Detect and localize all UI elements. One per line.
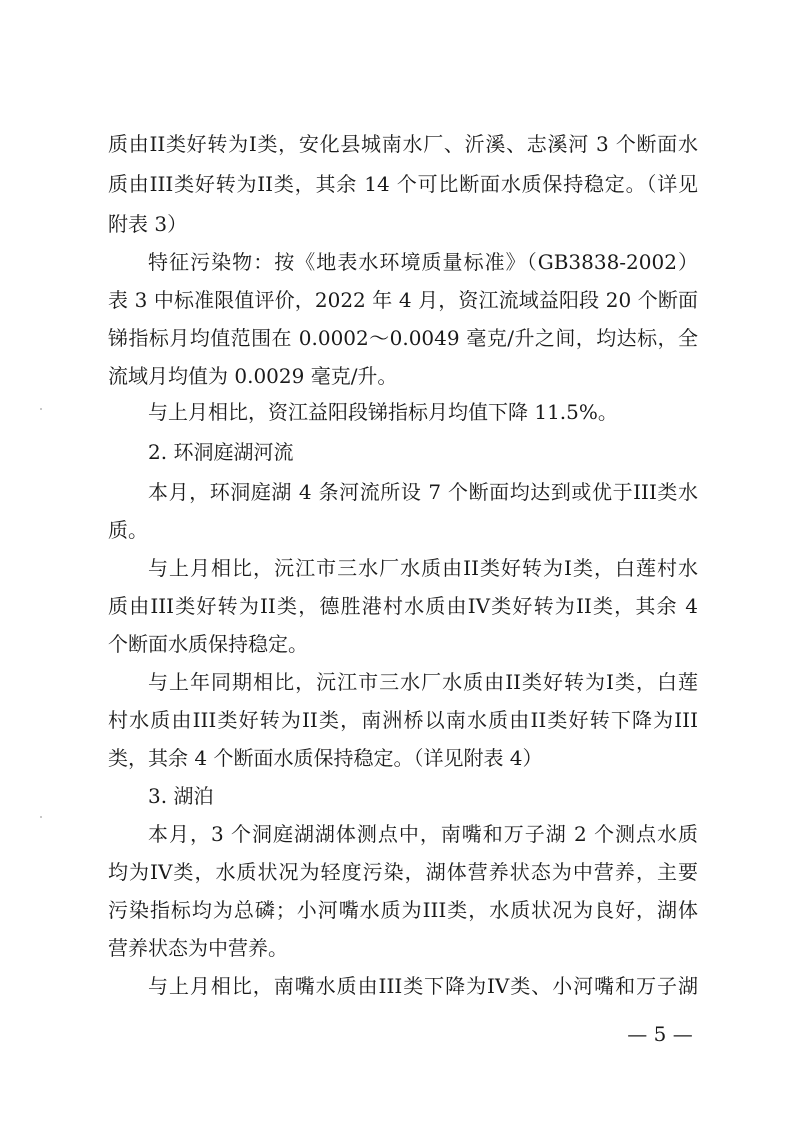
text-line: 类，其余 4 个断面水质保持稳定。（详见附表 4）	[108, 746, 543, 770]
text-line: 本月，环洞庭湖 4 条河流所设 7 个断面均达到或优于III类水	[148, 480, 698, 504]
text-line: 本月，3 个洞庭湖湖体测点中，南嘴和万子湖 2 个测点水质	[148, 822, 698, 846]
page-number: — 5 —	[627, 1022, 693, 1046]
text-line: 流域月均值为 0.0029 毫克/升。	[108, 364, 398, 388]
text-line: 均为IV类，水质状况为轻度污染，湖体营养状态为中营养，主要	[108, 860, 698, 884]
text-line: 与上月相比，南嘴水质由III类下降为IV类、小河嘴和万子湖	[148, 974, 698, 998]
text-line: 村水质由III类好转为II类，南洲桥以南水质由II类好转下降为III	[108, 708, 698, 732]
section-heading: 3. 湖泊	[148, 784, 214, 808]
text-line: 质由II类好转为I类，安化县城南水厂、沂溪、志溪河 3 个断面水	[108, 132, 698, 156]
scan-mark	[40, 816, 42, 818]
text-line: 质。	[108, 518, 148, 542]
text-line: 特征污染物：按《地表水环境质量标准》（GB3838-2002）	[148, 250, 698, 274]
text-line: 与上月相比，沅江市三水厂水质由II类好转为I类，白莲村水	[148, 556, 698, 580]
text-line: 个断面水质保持稳定。	[108, 632, 308, 656]
scan-mark	[40, 408, 42, 410]
text-line: 营养状态为中营养。	[108, 936, 288, 960]
section-heading: 2. 环洞庭湖河流	[148, 440, 294, 464]
text-line: 污染指标均为总磷；小河嘴水质为III类，水质状况为良好，湖体	[108, 898, 698, 922]
text-line: 质由III类好转为II类，德胜港村水质由IV类好转为II类，其余 4	[108, 594, 698, 618]
text-line: 锑指标月均值范围在 0.0002～0.0049 毫克/升之间，均达标，全	[108, 326, 698, 350]
text-line: 质由III类好转为II类，其余 14 个可比断面水质保持稳定。（详见	[108, 172, 698, 196]
text-line: 附表 3）	[108, 212, 188, 236]
text-line: 表 3 中标准限值评价，2022 年 4 月，资江流域益阳段 20 个断面	[108, 288, 698, 312]
text-line: 与上年同期相比，沅江市三水厂水质由II类好转为I类，白莲	[148, 670, 698, 694]
text-line: 与上月相比，资江益阳段锑指标月均值下降 11.5%。	[148, 400, 618, 424]
